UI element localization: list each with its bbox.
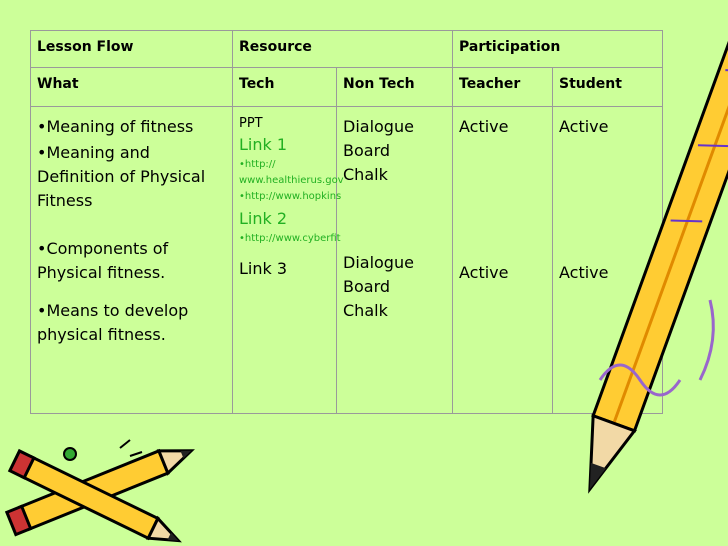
subheader-teacher: Teacher <box>453 68 553 107</box>
link-2[interactable]: Link 2 <box>239 209 288 228</box>
url-hopkins[interactable]: •http://www.hopkins <box>239 191 342 202</box>
non-tech-line: Board <box>343 141 391 160</box>
non-tech-line: Chalk <box>343 301 388 320</box>
ppt-label: PPT <box>239 116 263 131</box>
header-participation: Participation <box>453 31 663 68</box>
subheader-non-tech: Non Tech <box>337 68 453 107</box>
student-participation: Active <box>559 263 609 282</box>
subheader-student: Student <box>553 68 663 107</box>
url-cyberfit[interactable]: •http://www.cyberfit <box>239 233 341 244</box>
what-cell <box>31 107 233 414</box>
what-item: •Means to develop physical fitness. <box>37 301 189 344</box>
pencil-icon <box>560 0 728 546</box>
header-resource: Resource <box>233 31 453 68</box>
non-tech-line: Chalk <box>343 165 388 184</box>
subheader-what: What <box>31 68 233 107</box>
what-item: •Components of Physical fitness. <box>37 239 169 282</box>
header-lesson-flow: Lesson Flow <box>31 31 233 68</box>
crossed-pencils-icon <box>0 436 210 546</box>
non-tech-line: Dialogue <box>343 253 414 272</box>
what-item: •Meaning of fitness <box>37 117 194 136</box>
url-healthierus[interactable]: •http:// www.healthierus.gov <box>239 159 344 186</box>
teacher-participation: Active <box>459 263 509 282</box>
non-tech-line: Dialogue <box>343 117 414 136</box>
teacher-cell <box>453 107 553 414</box>
subheader-tech: Tech <box>233 68 337 107</box>
student-participation: Active <box>559 117 609 136</box>
teacher-participation: Active <box>459 117 509 136</box>
non-tech-line: Board <box>343 277 391 296</box>
link-3: Link 3 <box>239 259 288 278</box>
link-1[interactable]: Link 1 <box>239 135 288 154</box>
non-tech-cell <box>337 107 453 414</box>
what-item: •Meaning and Definition of Physical Fitness <box>37 143 206 210</box>
tech-cell <box>233 107 344 414</box>
